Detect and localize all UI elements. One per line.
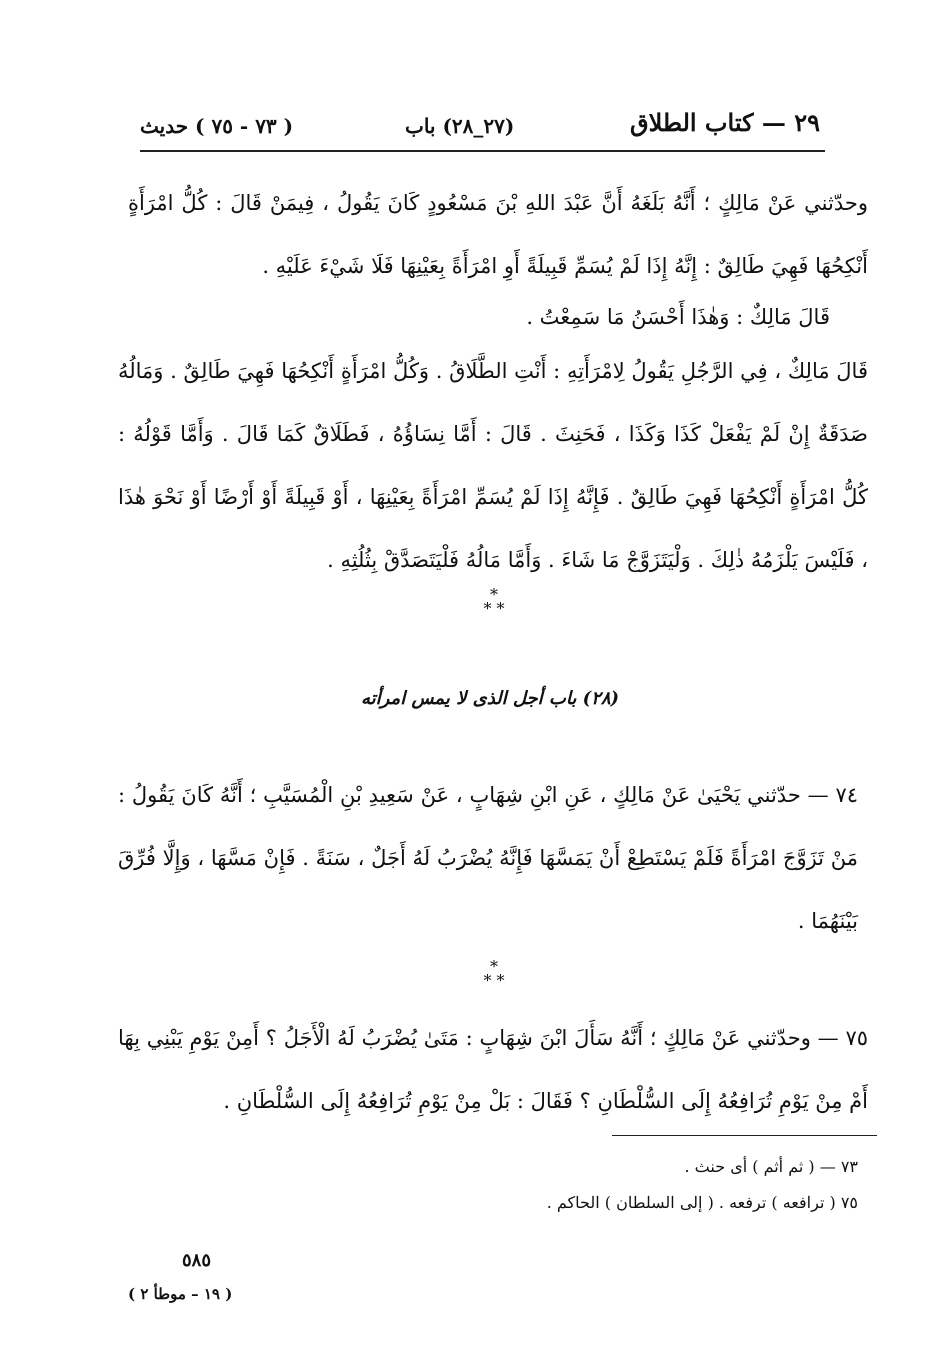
footnote-divider (612, 1135, 877, 1136)
paragraph-ibn-masud: وحدّثني عَنْ مَالِكٍ ؛ أَنَّهُ بَلَغَهُ أَنَّ عَبْدَ اللهِ بْنَ مَسْعُودٍ كَانَ يَقُولُ ، فِيمَنْ قَالَ : كُلُّ امْرَأَةٍ أَنْكِحُهَا فَهِيَ طَالِقٌ : إِنَّهُ إِذَا لَمْ يُسَمِّ قَبِيلَةً أَوِ امْرَأَةً بِعَيْنِهَا فَلَا شَيْءَ عَلَيْهِ . (128, 191, 868, 278)
chapter-heading: (٢٨) باب أجل الذى لا يمس امرأته (360, 688, 620, 709)
header-chapter-range: (٢٧_٢٨) باب (405, 114, 515, 138)
hadith-75: ٧٥ — وحدّثني عَنْ مَالِكٍ ؛ أَنَّهُ سَأَلَ ابْنَ شِهَابٍ : مَتَىٰ يُضْرَبُ لَهُ الْأَجَلُ ؟ أَمِنْ يَوْمِ يَبْنِي بِهَا أَمْ مِنْ يَوْمِ تُرَافِعُهُ إِلَى السُّلْطَانِ ؟ فَقَالَ : بَلْ مِنْ يَوْمِ تُرَافِعُهُ إِلَى السُّلْطَانِ . (118, 1026, 868, 1113)
header-divider (140, 150, 825, 152)
page-number: ٥٨٥ (182, 1250, 212, 1271)
running-header (140, 108, 820, 152)
paragraph-malik-ruling: قَالَ مَالِكٌ ، فِي الرَّجُلِ يَقُولُ لِامْرَأَتِهِ : أَنْتِ الطَّلَاقُ . وَكُلُّ امْرَأَةٍ أَنْكِحُهَا فَهِيَ طَالِقٌ . وَمَالُهُ صَدَقَةٌ إِنْ لَمْ يَفْعَلْ كَذَا وَكَذَا ، فَحَنِثَ . قَالَ : أَمَّا نِسَاؤُهُ ، فَطَلَاقٌ كَمَا قَالَ . وَأَمَّا قَوْلُهُ : كُلُّ امْرَأَةٍ أَنْكِحُهَا فَهِيَ طَالِقٌ . فَإِنَّهُ إِذَا لَمْ يُسَمِّ امْرَأَةً بِعَيْنِهَا ، أَوْ قَبِيلَةً أَوْ أَرْضًا أَوْ نَحْوَ هٰذَا ، فَلَيْسَ يَلْزَمُهُ ذٰلِكَ . وَلْيَتَزَوَّجْ مَا شَاءَ . وَأَمَّا مَالُهُ فَلْيَتَصَدَّقْ بِثُلُثِهِ . (118, 359, 868, 572)
footnote-75: ٧٥ ( ترافعه ) ترفعه . ( إلى السلطان ) الحاكم . (546, 1193, 858, 1212)
footnote-73: ٧٣ — ( ثم أثم ) أى حنث . (684, 1157, 858, 1176)
header-book-title: ٢٩ — كتاب الطلاق (629, 108, 820, 137)
section-separator-stars: * * * (483, 585, 505, 618)
section-separator-stars: * * * (483, 957, 505, 990)
hadith-74: ٧٤ — حدّثني يَحْيَىٰ عَنْ مَالِكٍ ، عَنِ ابْنِ شِهَابٍ ، عَنْ سَعِيدِ بْنِ الْمُسَيَّبِ ؛ أَنَّهُ كَانَ يَقُولُ : مَنْ تَزَوَّجَ امْرَأَةً فَلَمْ يَسْتَطِعْ أَنْ يَمَسَّهَا فَإِنَّهُ يُضْرَبُ لَهُ أَجَلٌ ، سَنَةً . فَإِنْ مَسَّهَا ، وَإِلَّا فُرِّقَ بَيْنَهُمَا . (118, 783, 858, 933)
printer-signature: ( ١٩ – موطأ ٢ ) (128, 1285, 233, 1303)
header-hadith-range: ( ٧٣ - ٧٥ ) حديث (140, 114, 294, 138)
paragraph-malik-comment: قَالَ مَالِكٌ : وَهٰذَا أَحْسَنُ مَا سَمِعْتُ . (526, 305, 830, 329)
